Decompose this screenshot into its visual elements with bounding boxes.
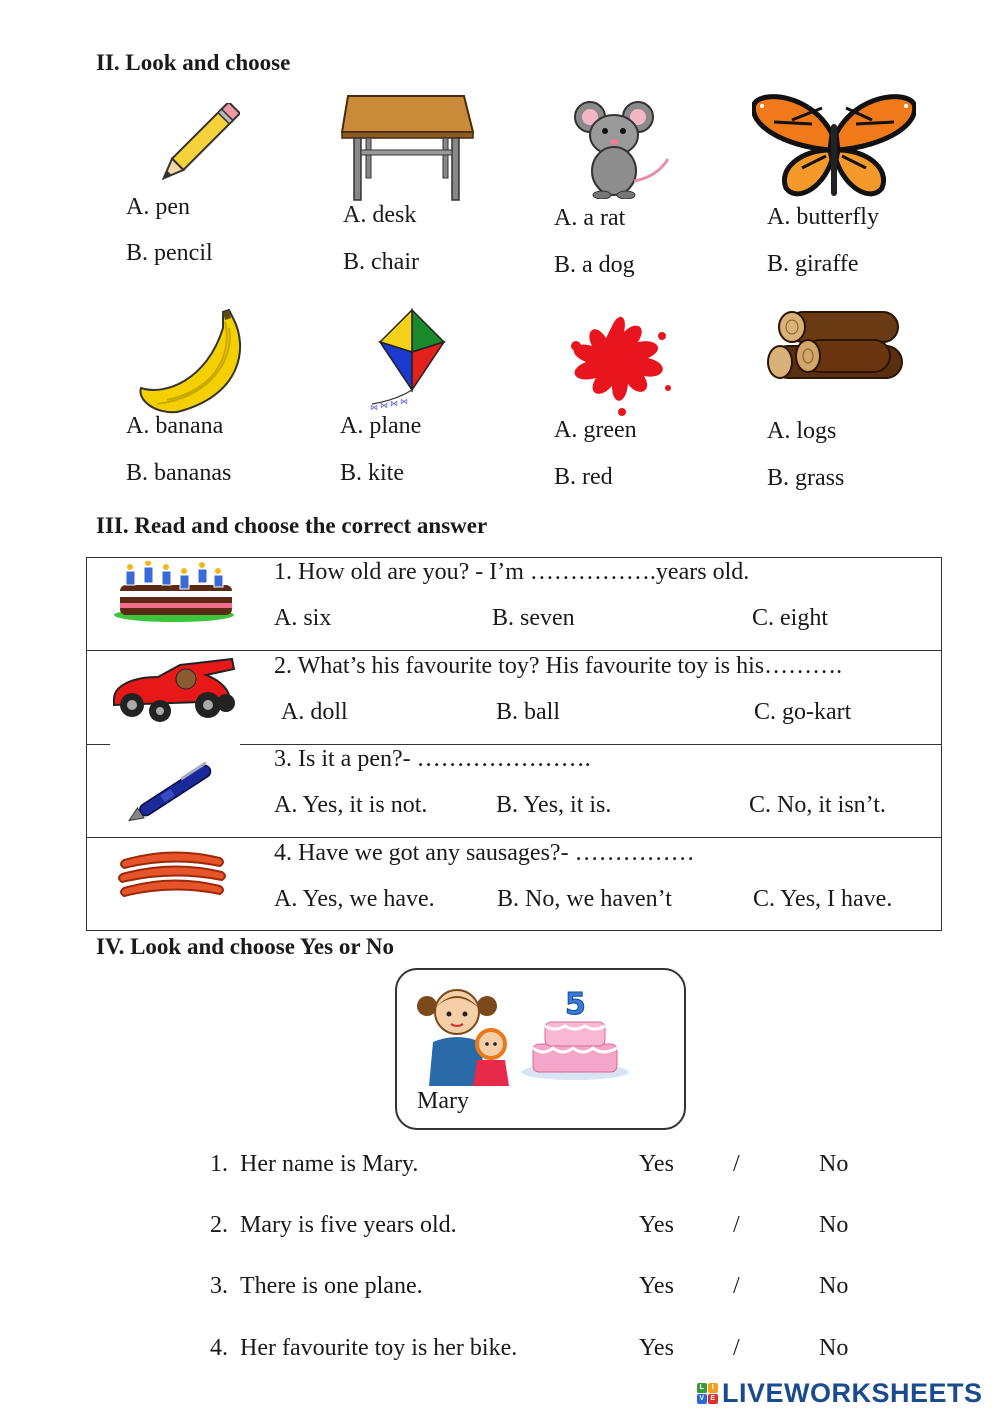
- question-3-option-a[interactable]: A. Yes, it is not.: [274, 792, 428, 818]
- option-a-rat[interactable]: A. a rat: [554, 205, 626, 231]
- logo-text: LIVEWORKSHEETS: [722, 1378, 983, 1408]
- butterfly-icon: [752, 94, 916, 202]
- question-4-option-a[interactable]: A. Yes, we have.: [274, 886, 435, 912]
- statement-1-text: Her name is Mary.: [240, 1151, 419, 1177]
- svg-text:⋈: ⋈: [400, 397, 408, 406]
- section-3-heading: III. Read and choose the correct answer: [96, 513, 488, 538]
- statement-2-yes[interactable]: Yes: [639, 1212, 674, 1238]
- sausages-icon: [118, 848, 228, 904]
- question-1-option-b[interactable]: B. seven: [492, 605, 575, 631]
- option-banana[interactable]: A. banana: [126, 413, 224, 439]
- rat-icon: [572, 97, 672, 199]
- statement-2-number: 2.: [210, 1212, 228, 1238]
- row-divider: [86, 837, 942, 838]
- liveworksheets-logo: [697, 1378, 983, 1409]
- option-green[interactable]: A. green: [554, 417, 637, 443]
- question-4-text: 4. Have we got any sausages?- ……………: [274, 840, 695, 866]
- option-chair[interactable]: B. chair: [343, 249, 419, 275]
- question-3-option-b[interactable]: B. Yes, it is.: [496, 792, 612, 818]
- birthday-cake-icon: [112, 561, 238, 623]
- option-red[interactable]: B. red: [554, 464, 613, 490]
- section-2-heading: II. Look and choose: [96, 50, 291, 75]
- logo-badge-letter: I: [708, 1383, 718, 1393]
- question-2-option-c[interactable]: C. go-kart: [754, 699, 852, 725]
- banana-icon: [137, 308, 249, 414]
- logo-badge-icon: [697, 1383, 718, 1404]
- statement-3-yes[interactable]: Yes: [639, 1273, 674, 1299]
- statement-4-separator: /: [733, 1335, 740, 1361]
- option-grass[interactable]: B. grass: [767, 465, 845, 491]
- desk-icon: [340, 94, 475, 204]
- logo-badge-letter: E: [708, 1394, 718, 1404]
- option-desk[interactable]: A. desk: [343, 202, 417, 228]
- question-1-option-c[interactable]: C. eight: [752, 605, 828, 631]
- statement-2-separator: /: [733, 1212, 740, 1238]
- row-divider: [86, 650, 942, 651]
- row-divider: [240, 744, 942, 745]
- statement-1-yes[interactable]: Yes: [639, 1151, 674, 1177]
- option-pencil[interactable]: B. pencil: [126, 240, 213, 266]
- question-3-text: 3. Is it a pen?- ………………….: [274, 746, 591, 772]
- statement-1-no[interactable]: No: [819, 1151, 849, 1177]
- option-bananas[interactable]: B. bananas: [126, 460, 232, 486]
- logs-icon: [766, 306, 904, 388]
- question-4-option-b[interactable]: B. No, we haven’t: [497, 886, 672, 912]
- row-divider: [86, 744, 110, 745]
- option-a-dog[interactable]: B. a dog: [554, 252, 635, 278]
- option-kite[interactable]: B. kite: [340, 460, 404, 486]
- pencil-icon: [148, 103, 240, 193]
- option-pen[interactable]: A. pen: [126, 194, 190, 220]
- statement-1-separator: /: [733, 1151, 740, 1177]
- question-2-option-b[interactable]: B. ball: [496, 699, 560, 725]
- statement-4-no[interactable]: No: [819, 1335, 849, 1361]
- question-2-text: 2. What’s his favourite toy? His favourite toy is his……….: [274, 653, 843, 679]
- question-2-option-a[interactable]: A. doll: [281, 699, 348, 725]
- girl-with-doll-icon: [415, 986, 519, 1090]
- statement-2-text: Mary is five years old.: [240, 1212, 457, 1238]
- statement-3-no[interactable]: No: [819, 1273, 849, 1299]
- statement-4-text: Her favourite toy is her bike.: [240, 1335, 518, 1361]
- kite-icon: [366, 308, 448, 414]
- option-giraffe[interactable]: B. giraffe: [767, 251, 859, 277]
- svg-text:⋈: ⋈: [390, 399, 398, 408]
- statement-3-number: 3.: [210, 1273, 228, 1299]
- red-splash-icon: [562, 310, 680, 416]
- question-4-option-c[interactable]: C. Yes, I have.: [753, 886, 893, 912]
- statement-3-text: There is one plane.: [240, 1273, 423, 1299]
- pen-icon: [126, 756, 226, 824]
- option-butterfly[interactable]: A. butterfly: [767, 204, 879, 230]
- birthday-cake-five-icon: [519, 984, 631, 1084]
- question-1-text: 1. How old are you? - I’m …………….years old.: [274, 559, 750, 585]
- svg-text:⋈: ⋈: [370, 403, 378, 412]
- option-logs[interactable]: A. logs: [767, 418, 837, 444]
- go-kart-icon: [110, 655, 236, 723]
- svg-text:5: 5: [565, 987, 586, 1022]
- mary-picture-box: [395, 968, 686, 1130]
- statement-2-no[interactable]: No: [819, 1212, 849, 1238]
- mary-caption: Mary: [417, 1088, 469, 1114]
- svg-text:⋈: ⋈: [380, 401, 388, 410]
- question-1-option-a[interactable]: A. six: [274, 605, 332, 631]
- option-plane[interactable]: A. plane: [340, 413, 422, 439]
- logo-badge-letter: V: [697, 1394, 707, 1404]
- question-3-option-c[interactable]: C. No, it isn’t.: [749, 792, 886, 818]
- section-4-heading: IV. Look and choose Yes or No: [96, 934, 394, 959]
- logo-badge-letter: L: [697, 1383, 707, 1393]
- statement-4-yes[interactable]: Yes: [639, 1335, 674, 1361]
- statement-4-number: 4.: [210, 1335, 228, 1361]
- statement-1-number: 1.: [210, 1151, 228, 1177]
- statement-3-separator: /: [733, 1273, 740, 1299]
